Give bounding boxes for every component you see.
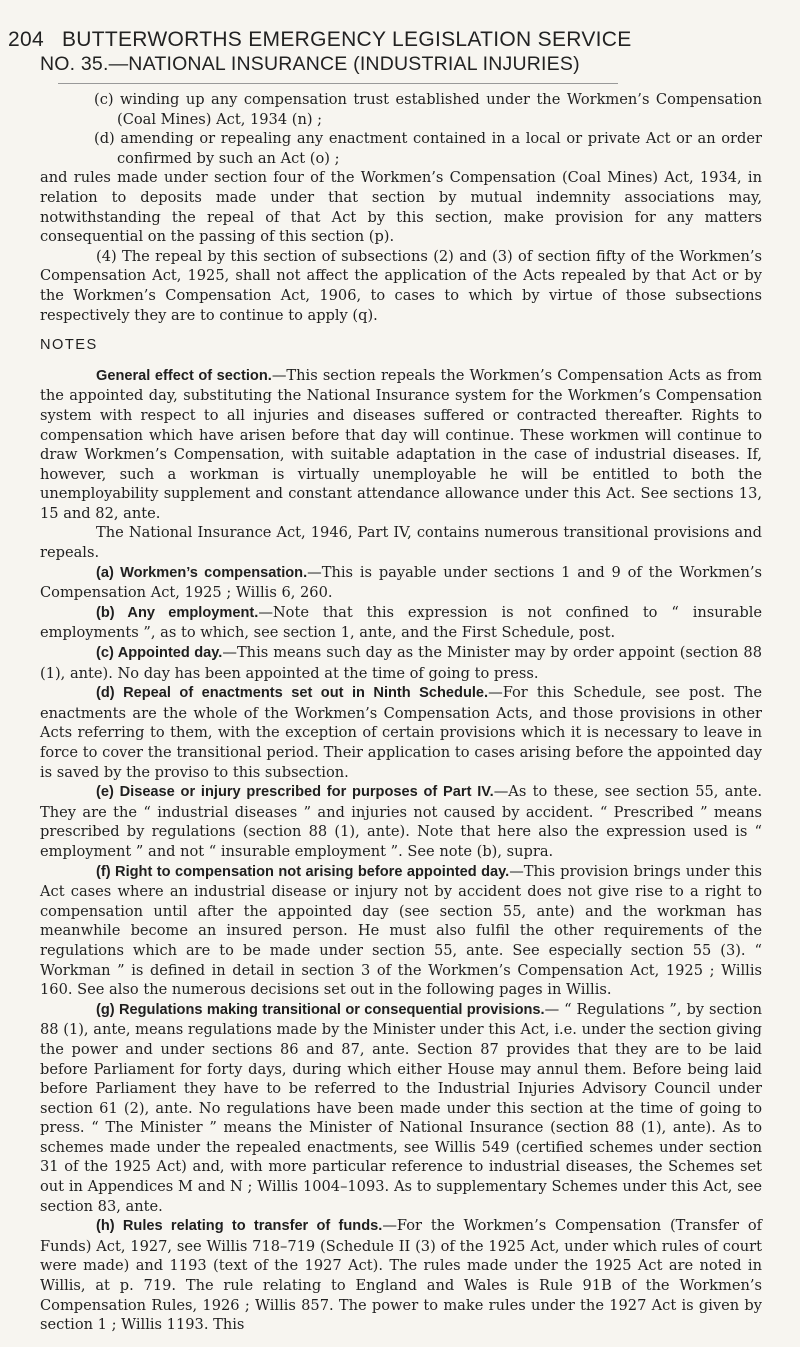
note-heading: General effect of section.: [96, 367, 272, 384]
clause-c: (c) winding up any compensation trust established under the Workmen’s Compensation (Coal Mines) Act, 1934 (n) ;: [94, 91, 762, 128]
note-b: [40, 603, 762, 643]
subsection-4: (4) The repeal by this section of subsections (2) and (3) of section fifty of the Workmen’s Compensation Act, 1925, shall not affect the application of the Acts repealed by that Act or by the Workmen’s Compensation Act, 1906, to cases to which by virtue of those subsections respectively they are to continue to apply (q).: [40, 247, 762, 324]
continuation-paragraph: and rules made under section four of the Workmen’s Compensation (Coal Mines) Act, 1934, in relation to deposits made under that section by mutual indemnity associations may, notwithstanding the repeal of that Act by this section, make provision for any matters consequential on the passing of this section (p).: [40, 169, 762, 246]
note-heading: (h) Rules relating to transfer of funds.: [96, 1218, 383, 1235]
note-heading: (f) Right to compensation not arising before appointed day.: [96, 863, 510, 880]
body-text: [40, 90, 762, 1335]
header-rule: [58, 83, 618, 84]
note-text: —This section repeals the Workmen’s Compensation Acts as from the appointed day, substituting the National Insurance system for the Workmen’s Compensation system with respect to all injuries and diseases suffered or contracted thereafter. Rights to compensation which have arisen before that day will continue. These workmen will continue to draw Workmen’s Compensation, with suitable adaptation in the case of industrial diseases. If, however, such a workman is virtually unemployable he will be entitled to both the unemployability supplement and constant attendance allowance under this Act. See sections 13, 15 and 82, ante.: [40, 366, 762, 522]
section-title: NO. 35.—NATIONAL INSURANCE (INDUSTRIAL INJURIES): [40, 53, 580, 75]
note-text: —This is payable under sections 1 and 9 of the Workmen’s Compensation Act, 1925 ; Willis 6, 260.: [40, 563, 762, 602]
note-g: [40, 1000, 762, 1217]
note-heading: (a) Workmen’s compensation.: [96, 564, 308, 581]
note-general: [40, 366, 762, 524]
note-transitional: [40, 523, 762, 562]
note-text: The National Insurance Act, 1946, Part IV, contains numerous transitional provisions and repeals.: [40, 524, 762, 562]
running-title: BUTTERWORTHS EMERGENCY LEGISLATION SERVICE: [61, 28, 632, 51]
note-text: — “ Regulations ”, by section 88 (1), ante, means regulations made by the Minister under this Act, i.e. under the section giving the power and under sections 86 and 87, ante. Section 87 provides that they are to be laid before Parliament for forty days, during which either House may annul them. Before being laid before Parliament they have to be referred to the Industrial Injuries Advisory Council under section 61 (2), ante. No regulations have been made under this section at the time of going to press. “ The Minister ” means the Minister of National Insurance (section 88 (1), ante). As to schemes made under the repealed enactments, see Willis 549 (certified schemes under section 31 of the 1925 Act) and, with more particular reference to industrial diseases, the Schemes set out in Appendices M and N ; Willis 1004–1093. As to supplementary Schemes under this Act, see section 83, ante.: [40, 1000, 762, 1215]
note-a: [40, 563, 762, 603]
note-f: [40, 862, 762, 1000]
note-c: [40, 643, 762, 683]
page-number: 204: [8, 28, 44, 51]
note-e: [40, 782, 762, 861]
note-heading: (d) Repeal of enactments set out in Ninth Schedule.: [96, 685, 489, 702]
note-text: —For this Schedule, see post. The enactments are the whole of the Workmen’s Compensation Acts, and those provisions in other Acts referring to them, with the exception of certain provisions which it is necessary to leave in force to cover the transitional period. Their application to cases arising before the appointed day is saved by the proviso to this subsection.: [40, 684, 763, 781]
note-h: [40, 1216, 762, 1335]
clause-d: (d) amending or repealing any enactment contained in a local or private Act or an order confirmed by such an Act (o) ;: [94, 130, 762, 167]
note-text: —This means such day as the Minister may by order appoint (section 88 (1), ante). No day has been appointed at the time of going to press.: [40, 644, 762, 682]
note-text: —Note that this expression is not confined to “ insurable employments ”, as to which, see section 1, ante, and the First Schedule, post.: [40, 603, 762, 642]
note-text: —For the Workmen’s Compensation (Transfer of Funds) Act, 1927, see Willis 718–719 (Schedule II (3) of the 1925 Act, under which rules of court were made) and 1193 (text of the 1927 Act). The rules made under the 1925 Act are noted in Willis, at p. 719. The rule relating to England and Wales is Rule 91B of the Workmen’s Compensation Rules, 1926 ; Willis 857. The power to make rules under the 1927 Act is given by section 1 ; Willis 1193. This: [40, 1217, 763, 1334]
note-d: [40, 683, 762, 782]
note-heading: (g) Regulations making transitional or consequential provisions.: [96, 1001, 545, 1018]
note-heading: (c) Appointed day.: [96, 645, 223, 662]
notes-heading: NOTES: [40, 337, 98, 354]
running-header: [8, 28, 784, 52]
note-heading: (e) Disease or injury prescribed for purposes of Part IV.: [96, 784, 494, 801]
note-text: —This provision brings under this Act cases where an industrial disease or injury not by accident does not give rise to a right to compensation until after the appointed day (see section 55, ante) and the workman has meanwhile become an insured person. He must also fulfil the other requirements of the regulations which are to be made under section 55, ante. See especially section 55 (3). “ Workman ” is defined in detail in section 3 of the Workmen’s Compensation Act, 1925 ; Willis 160. See also the numerous decisions set out in the following pages in Willis.: [40, 862, 762, 999]
note-heading: (b) Any employment.: [96, 604, 259, 621]
note-text: —As to these, see section 55, ante. They are the “ industrial diseases ” and injuries not caused by accident. “ Prescribed ” means prescribed by regulations (section 88 (1), ante). Note that here also the expression used is “ employment ” and not “ insurable employment ”. See note (b), supra.: [40, 783, 762, 860]
